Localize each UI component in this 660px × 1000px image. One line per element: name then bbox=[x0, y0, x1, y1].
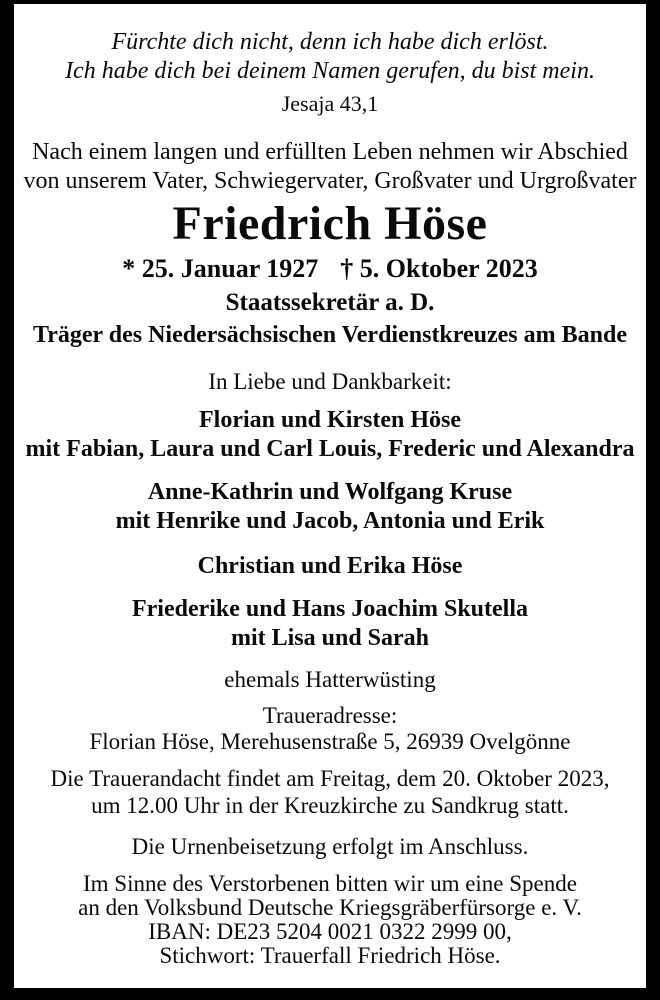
mourner-names: Christian und Erika Höse bbox=[197, 553, 463, 579]
deceased-title: Staatssekretär a. D. bbox=[225, 289, 435, 316]
death-date: † 5. Oktober 2023 bbox=[340, 254, 538, 283]
mourning-address-line: Florian Höse, Merehusenstraße 5, 26939 Ovelgönne bbox=[89, 729, 571, 754]
obituary-card bbox=[7, 0, 653, 992]
donation-line-1: Im Sinne des Verstorbenen bitten wir um eine Spende bbox=[83, 871, 577, 896]
scripture-quote bbox=[14, 28, 646, 116]
donation-keyword: Stichwort: Trauerfall Friedrich Höse. bbox=[159, 943, 501, 968]
mourner-names: Anne-Kathrin und Wolfgang Kruse bbox=[147, 479, 513, 505]
mourner-children: mit Henrike und Jacob, Antonia und Erik bbox=[115, 508, 545, 534]
mourner-children: mit Lisa und Sarah bbox=[230, 625, 430, 651]
life-dates bbox=[14, 254, 646, 284]
mourner-children: mit Fabian, Laura und Carl Louis, Frederic und Alexandra bbox=[25, 436, 635, 462]
service-line-1: Die Trauerandacht findet am Freitag, dem 20. Oktober 2023, bbox=[50, 766, 610, 791]
mourning-address-heading: Traueradresse: bbox=[262, 703, 398, 728]
donation-iban: IBAN: DE23 5204 0021 0322 2999 00, bbox=[148, 919, 512, 944]
mourner-names: Friederike und Hans Joachim Skutella bbox=[131, 596, 529, 622]
intro-line-1: Nach einem langen und erfüllten Leben nehmen wir Abschied bbox=[32, 139, 628, 165]
mourner-group bbox=[14, 595, 646, 653]
mourner-group bbox=[14, 406, 646, 464]
donation-request bbox=[14, 872, 646, 968]
mourning-address bbox=[14, 703, 646, 755]
mourner-names: Florian und Kirsten Höse bbox=[198, 407, 462, 433]
donation-line-2: an den Volksbund Deutsche Kriegsgräberfürsorge e. V. bbox=[78, 895, 582, 920]
quote-line-2: Ich habe dich bei deinem Namen gerufen, du bist mein. bbox=[65, 58, 595, 84]
deceased-honor: Träger des Niedersächsischen Verdienstkreuzes am Bande bbox=[33, 322, 627, 348]
mourner-group bbox=[14, 478, 646, 536]
birth-date: * 25. Januar 1927 bbox=[122, 254, 319, 283]
mourners-heading: In Liebe und Dankbarkeit: bbox=[208, 369, 452, 394]
former-residence-note: ehemals Hatterwüsting bbox=[224, 667, 436, 692]
service-info bbox=[14, 765, 646, 819]
service-line-2: um 12.00 Uhr in der Kreuzkirche zu Sandkrug statt. bbox=[91, 793, 569, 818]
scripture-reference: Jesaja 43,1 bbox=[281, 91, 379, 116]
deceased-name: Friedrich Höse bbox=[172, 197, 488, 250]
mourner-group bbox=[14, 552, 646, 581]
quote-line-1: Fürchte dich nicht, denn ich habe dich erlöst. bbox=[111, 29, 549, 55]
intro-text bbox=[14, 138, 646, 196]
burial-info: Die Urnenbeisetzung erfolgt im Anschluss. bbox=[131, 834, 529, 859]
obituary-content bbox=[14, 4, 646, 968]
intro-line-2: von unserem Vater, Schwiegervater, Großvater und Urgroßvater bbox=[23, 168, 637, 194]
